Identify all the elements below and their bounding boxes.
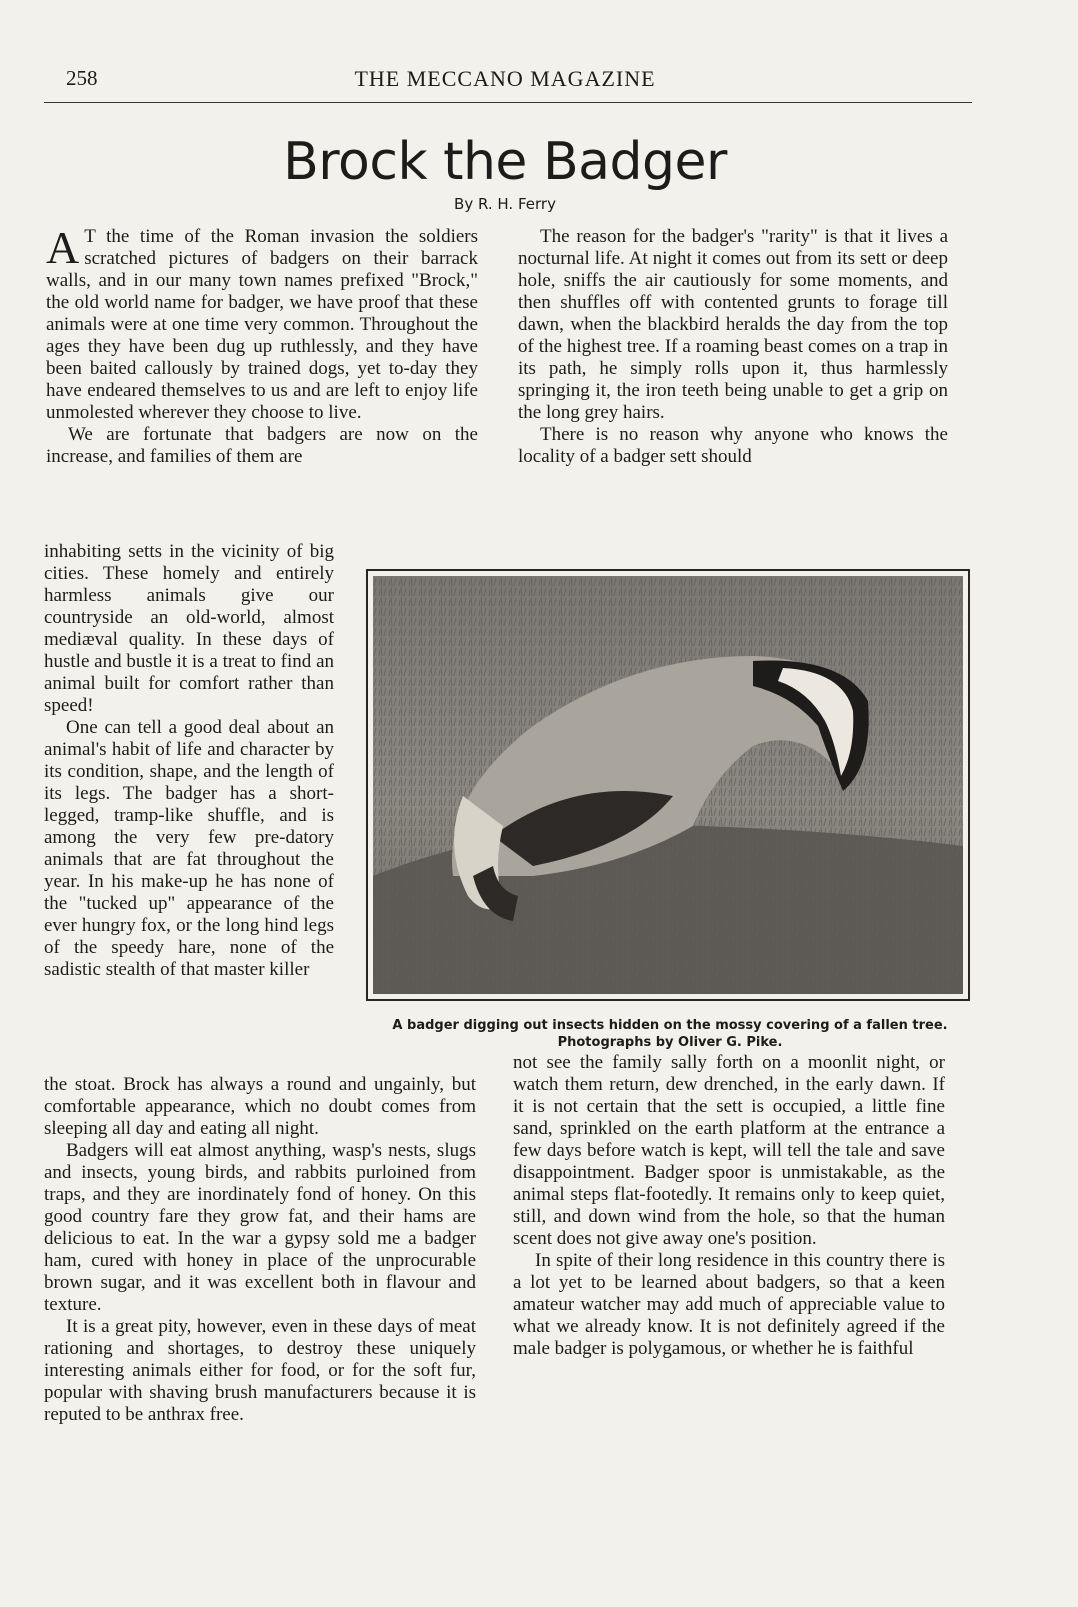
paragraph: We are fortunate that badgers are now on the increase, and families of them are bbox=[46, 424, 478, 467]
paragraph: There is no reason why anyone who knows the locality of a badger sett should bbox=[518, 424, 948, 467]
badger-photograph bbox=[366, 569, 970, 1001]
paragraph: In spite of their long residence in this country there is a lot yet to be learned about badgers, so that a keen amateur watcher may add much of appreciable value to what we already know. It is not definitely agreed if the male badger is polygamous, or whether he is faithful bbox=[513, 1250, 945, 1359]
right-column-top bbox=[518, 226, 948, 542]
page-number: 258 bbox=[66, 66, 98, 90]
paragraph: inhabiting setts in the vicinity of big cities. These homely and entirely harmless animals give our countryside an old-world, almost mediæval quality. In these days of hustle and bustle it is a treat to find an animal built for comfort rather than speed! bbox=[44, 541, 334, 716]
badger-image bbox=[373, 576, 963, 994]
drop-cap: A bbox=[46, 226, 80, 273]
left-column-bottom bbox=[44, 1074, 476, 1504]
paragraph: The reason for the badger's "rarity" is that it lives a nocturnal life. At night it comes out from its sett or deep hole, sniffs the air cautiously for some moments, and then shuffles off with contented grunts to forage till dawn, when the blackbird heralds the day from the top of the highest tree. If a roaming beast comes on a trap in its path, he simply rolls upon it, thus harmlessly springing it, the iron teeth being unable to get a grip on the long grey hairs. bbox=[518, 226, 948, 423]
paragraph: A T the time of the Roman invasion the soldiers scratched pictures of badgers on their barrack walls, and in our many town names prefixed "Brock," the old world name for badger, we have proof that these animals were at one time very common. Throughout the ages they have been dug up ruthlessly, and they have been baited callously by trained dogs, yet to-day they have endeared themselves to us and are left to enjoy life unmolested wherever they choose to live. bbox=[46, 226, 478, 423]
header-rule bbox=[44, 102, 972, 103]
paragraph: One can tell a good deal about an animal's habit of life and character by its condition, shape, and the length of its legs. The badger has a short-legged, tramp-like shuffle, and is among the very few pre-datory animals that are fat throughout the year. In his make-up he has none of the "tucked up" appearance of the ever hungry fox, or the long hind legs of the speedy hare, none of the sadistic stealth of that master killer bbox=[44, 717, 334, 980]
paragraph: Badgers will eat almost anything, wasp's nests, slugs and insects, young birds, and rabbits purloined from traps, and they are inordinately fond of honey. On this good country fare they grow fat, and their hams are delicious to eat. In the war a gypsy sold me a badger ham, cured with honey in place of the unprocurable brown sugar, and it was excellent both in flavour and texture. bbox=[44, 1140, 476, 1315]
article-title: Brock the Badger bbox=[283, 132, 727, 192]
left-column-top bbox=[46, 226, 478, 542]
caption-credit: Photographs by Oliver G. Pike. bbox=[557, 1035, 783, 1050]
photo-caption bbox=[360, 1017, 980, 1051]
right-column-bottom bbox=[513, 1052, 945, 1472]
paragraph: It is a great pity, however, even in these days of meat rationing and shortages, to destroy these uniquely interesting animals either for food, or for the soft fur, popular with shaving brush manufacturers because it is reputed to be anthrax free. bbox=[44, 1316, 476, 1425]
paragraph: the stoat. Brock has always a round and ungainly, but comfortable appearance, which no doubt comes from sleeping all day and eating all night. bbox=[44, 1074, 476, 1139]
running-header: THE MECCANO MAGAZINE bbox=[354, 66, 656, 91]
paragraph: not see the family sally forth on a moonlit night, or watch them return, dew drenched, in the early dawn. If it is not certain that the sett is occupied, a little fine sand, sprinkled on the earth platform at the entrance a few days before watch is kept, will tell the tale and save disappointment. Badger spoor is unmistakable, as the animal steps flat-footedly. It remains only to keep quiet, still, and down wind from the hole, so that the human scent does not give away one's position. bbox=[513, 1052, 945, 1249]
article-byline: By R. H. Ferry bbox=[454, 195, 556, 213]
left-column-narrow bbox=[44, 541, 334, 1071]
caption-line: A badger digging out insects hidden on the mossy covering of a fallen tree. bbox=[392, 1018, 948, 1033]
